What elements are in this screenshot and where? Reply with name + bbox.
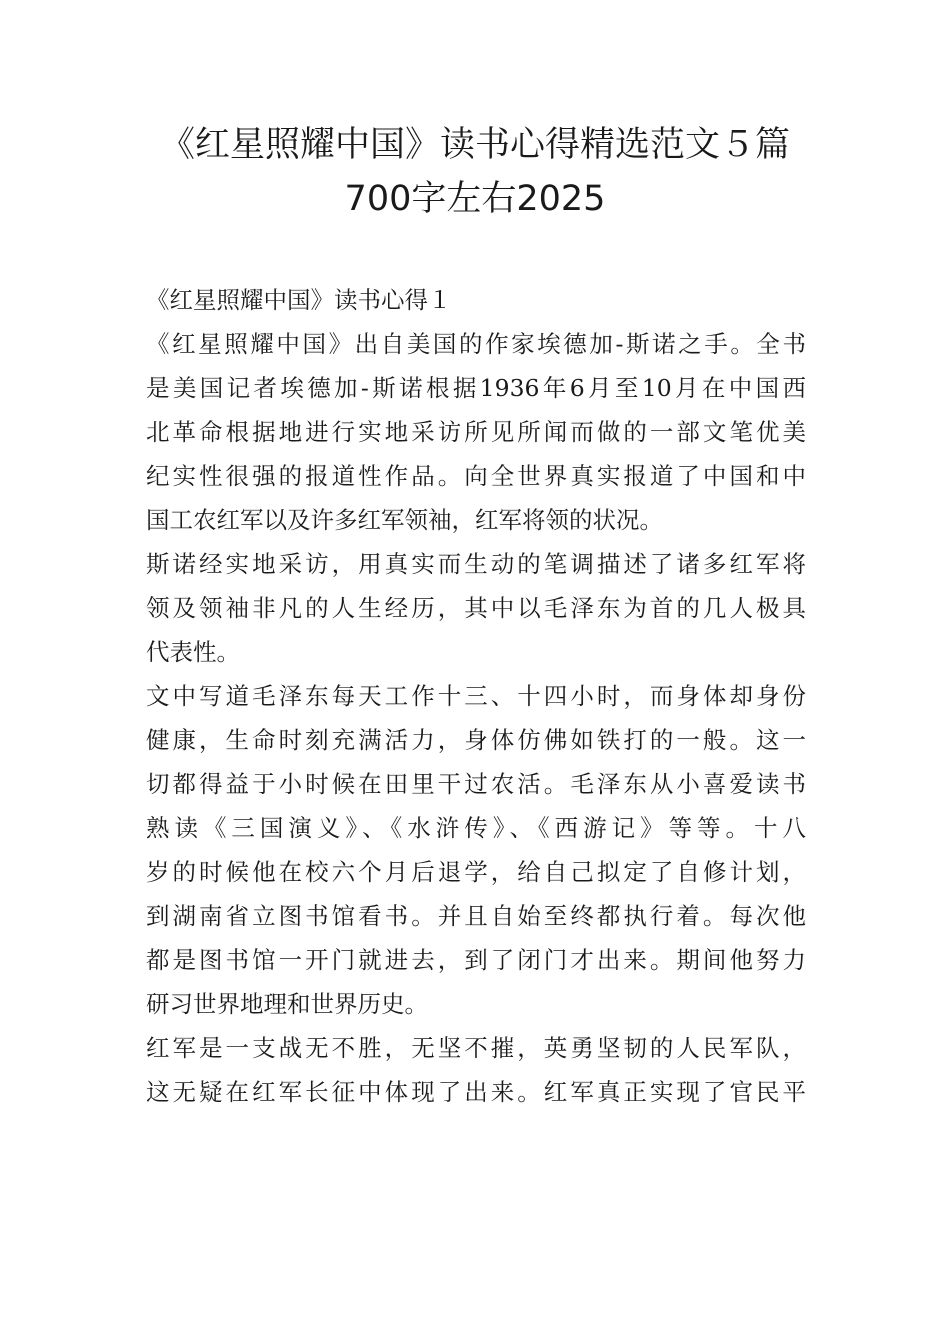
document-title (120, 118, 830, 226)
body-line: 领及领袖非凡的人生经历，其中以毛泽东为首的几人极具 (146, 594, 806, 622)
title-line-1: 《红星照耀中国》读书心得精选范文５篇 (159, 125, 790, 165)
body-line: 文中写道毛泽东每天工作十三、十四小时，而身体却身份 (146, 682, 806, 710)
body-line: 代表性。 (146, 638, 240, 666)
body-line: 纪实性很强的报道性作品。向全世界真实报道了中国和中 (146, 462, 806, 490)
body-line: 《红星照耀中国》出自美国的作家埃德加-斯诺之手。全书 (146, 330, 806, 358)
body-line: 切都得益于小时候在田里干过农活。毛泽东从小喜爱读书 (146, 770, 806, 798)
body-line: 这无疑在红军长征中体现了出来。红军真正实现了官民平 (146, 1078, 806, 1106)
document-body (146, 278, 806, 1114)
body-line: 熟读《三国演义》、《水浒传》、《西游记》等等。十八 (146, 814, 806, 842)
section-heading: 《红星照耀中国》读书心得１ (146, 286, 452, 314)
body-line: 红军是一支战无不胜，无坚不摧，英勇坚韧的人民军队， (146, 1034, 806, 1062)
title-line-2: 700字左右2025 (344, 179, 606, 219)
body-line: 岁的时候他在校六个月后退学，给自己拟定了自修计划， (146, 858, 806, 886)
body-line: 都是图书馆一开门就进去，到了闭门才出来。期间他努力 (146, 946, 806, 974)
body-line: 斯诺经实地采访，用真实而生动的笔调描述了诸多红军将 (146, 550, 806, 578)
body-line: 到湖南省立图书馆看书。并且自始至终都执行着。每次他 (146, 902, 806, 930)
body-line: 研习世界地理和世界历史。 (146, 990, 428, 1018)
body-line: 健康，生命时刻充满活力，身体仿佛如铁打的一般。这一 (146, 726, 806, 754)
body-line: 是美国记者埃德加-斯诺根据1936年6月至10月在中国西 (146, 374, 806, 402)
body-line: 北革命根据地进行实地采访所见所闻而做的一部文笔优美 (146, 418, 806, 446)
body-line: 国工农红军以及许多红军领袖，红军将领的状况。 (146, 506, 663, 534)
